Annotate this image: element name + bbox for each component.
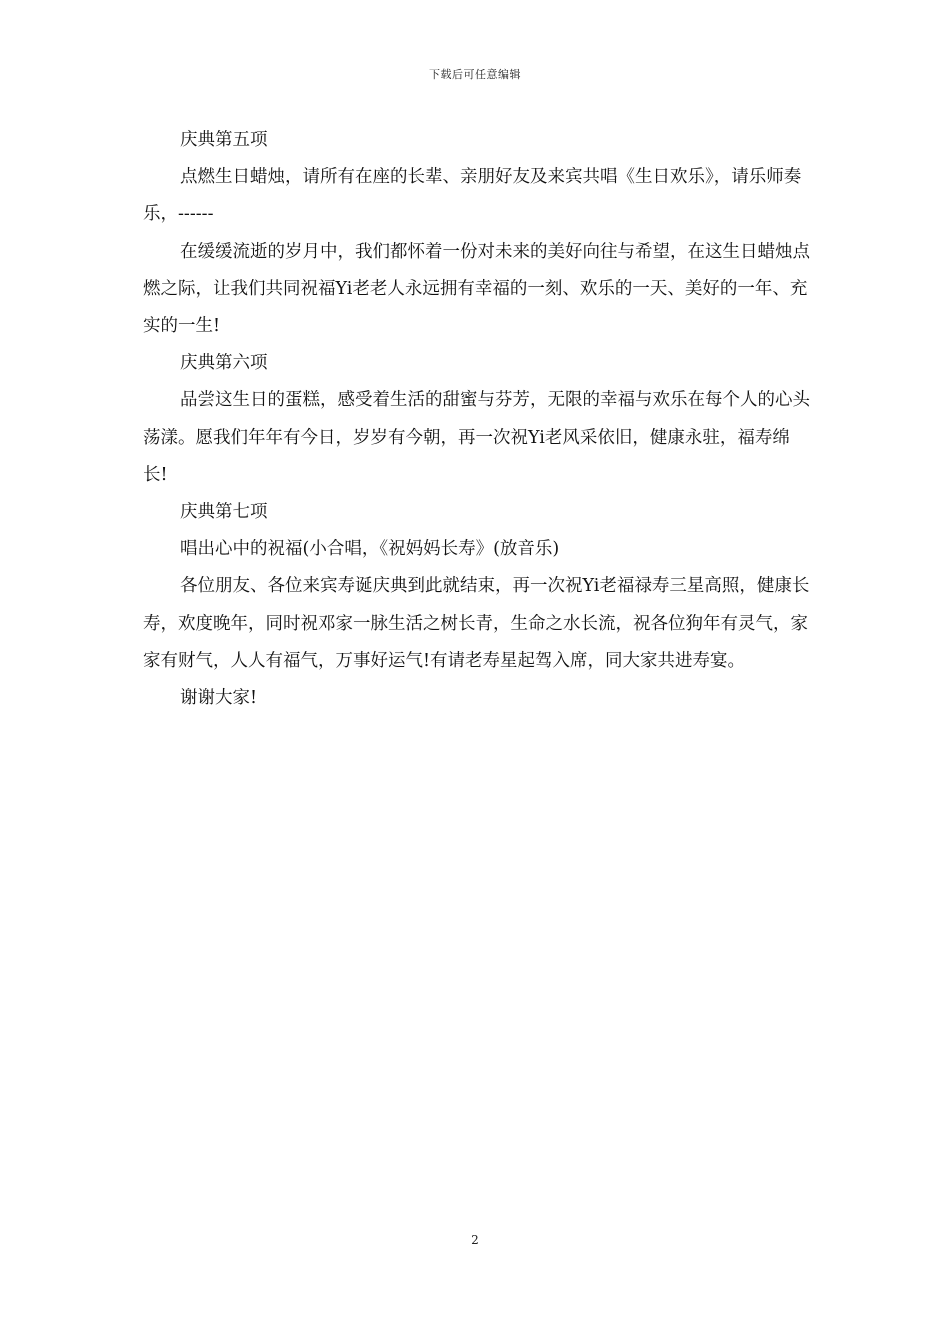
- paragraph-song: 唱出心中的祝福(小合唱，《祝妈妈长寿》(放音乐): [180, 539, 560, 560]
- paragraph-thanks: 谢谢大家!: [180, 688, 258, 709]
- page-number: 2: [471, 1233, 479, 1247]
- section-heading-6: 庆典第六项: [180, 353, 268, 374]
- paragraph-closing: 各位朋友、各位来宾寿诞庆典到此就结束，再一次祝Yi老福禄寿三星高照，健康长寿，欢度晚年，同时祝邓家一脉生活之树长青，生命之水长流，祝各位狗年有灵气，家家有财气，人人有福气，万事好运气!有请老寿星起驾入席，同大家共进寿宴。: [143, 576, 810, 671]
- paragraph-cake: 品尝这生日的蛋糕，感受着生活的甜蜜与芬芳，无限的幸福与欢乐在每个人的心头荡漾。愿我们年年有今日，岁岁有今朝，再一次祝Yi老风采依旧，健康永驻，福寿绵长!: [143, 390, 810, 485]
- page-header: 下载后可任意编辑: [429, 68, 521, 81]
- paragraph-light-candles: 点燃生日蜡烛，请所有在座的长辈、亲朋好友及来宾共唱《生日欢乐》，请乐师奏乐，------: [143, 167, 802, 225]
- section-heading-7: 庆典第七项: [180, 502, 268, 523]
- paragraph-blessing: 在缓缓流逝的岁月中，我们都怀着一份对未来的美好向往与希望，在这生日蜡烛点燃之际，让我们共同祝福Yi老老人永远拥有幸福的一刻、欢乐的一天、美好的一年、充实的一生!: [143, 241, 810, 337]
- section-heading-5: 庆典第五项: [180, 130, 268, 150]
- document-body: [143, 122, 813, 717]
